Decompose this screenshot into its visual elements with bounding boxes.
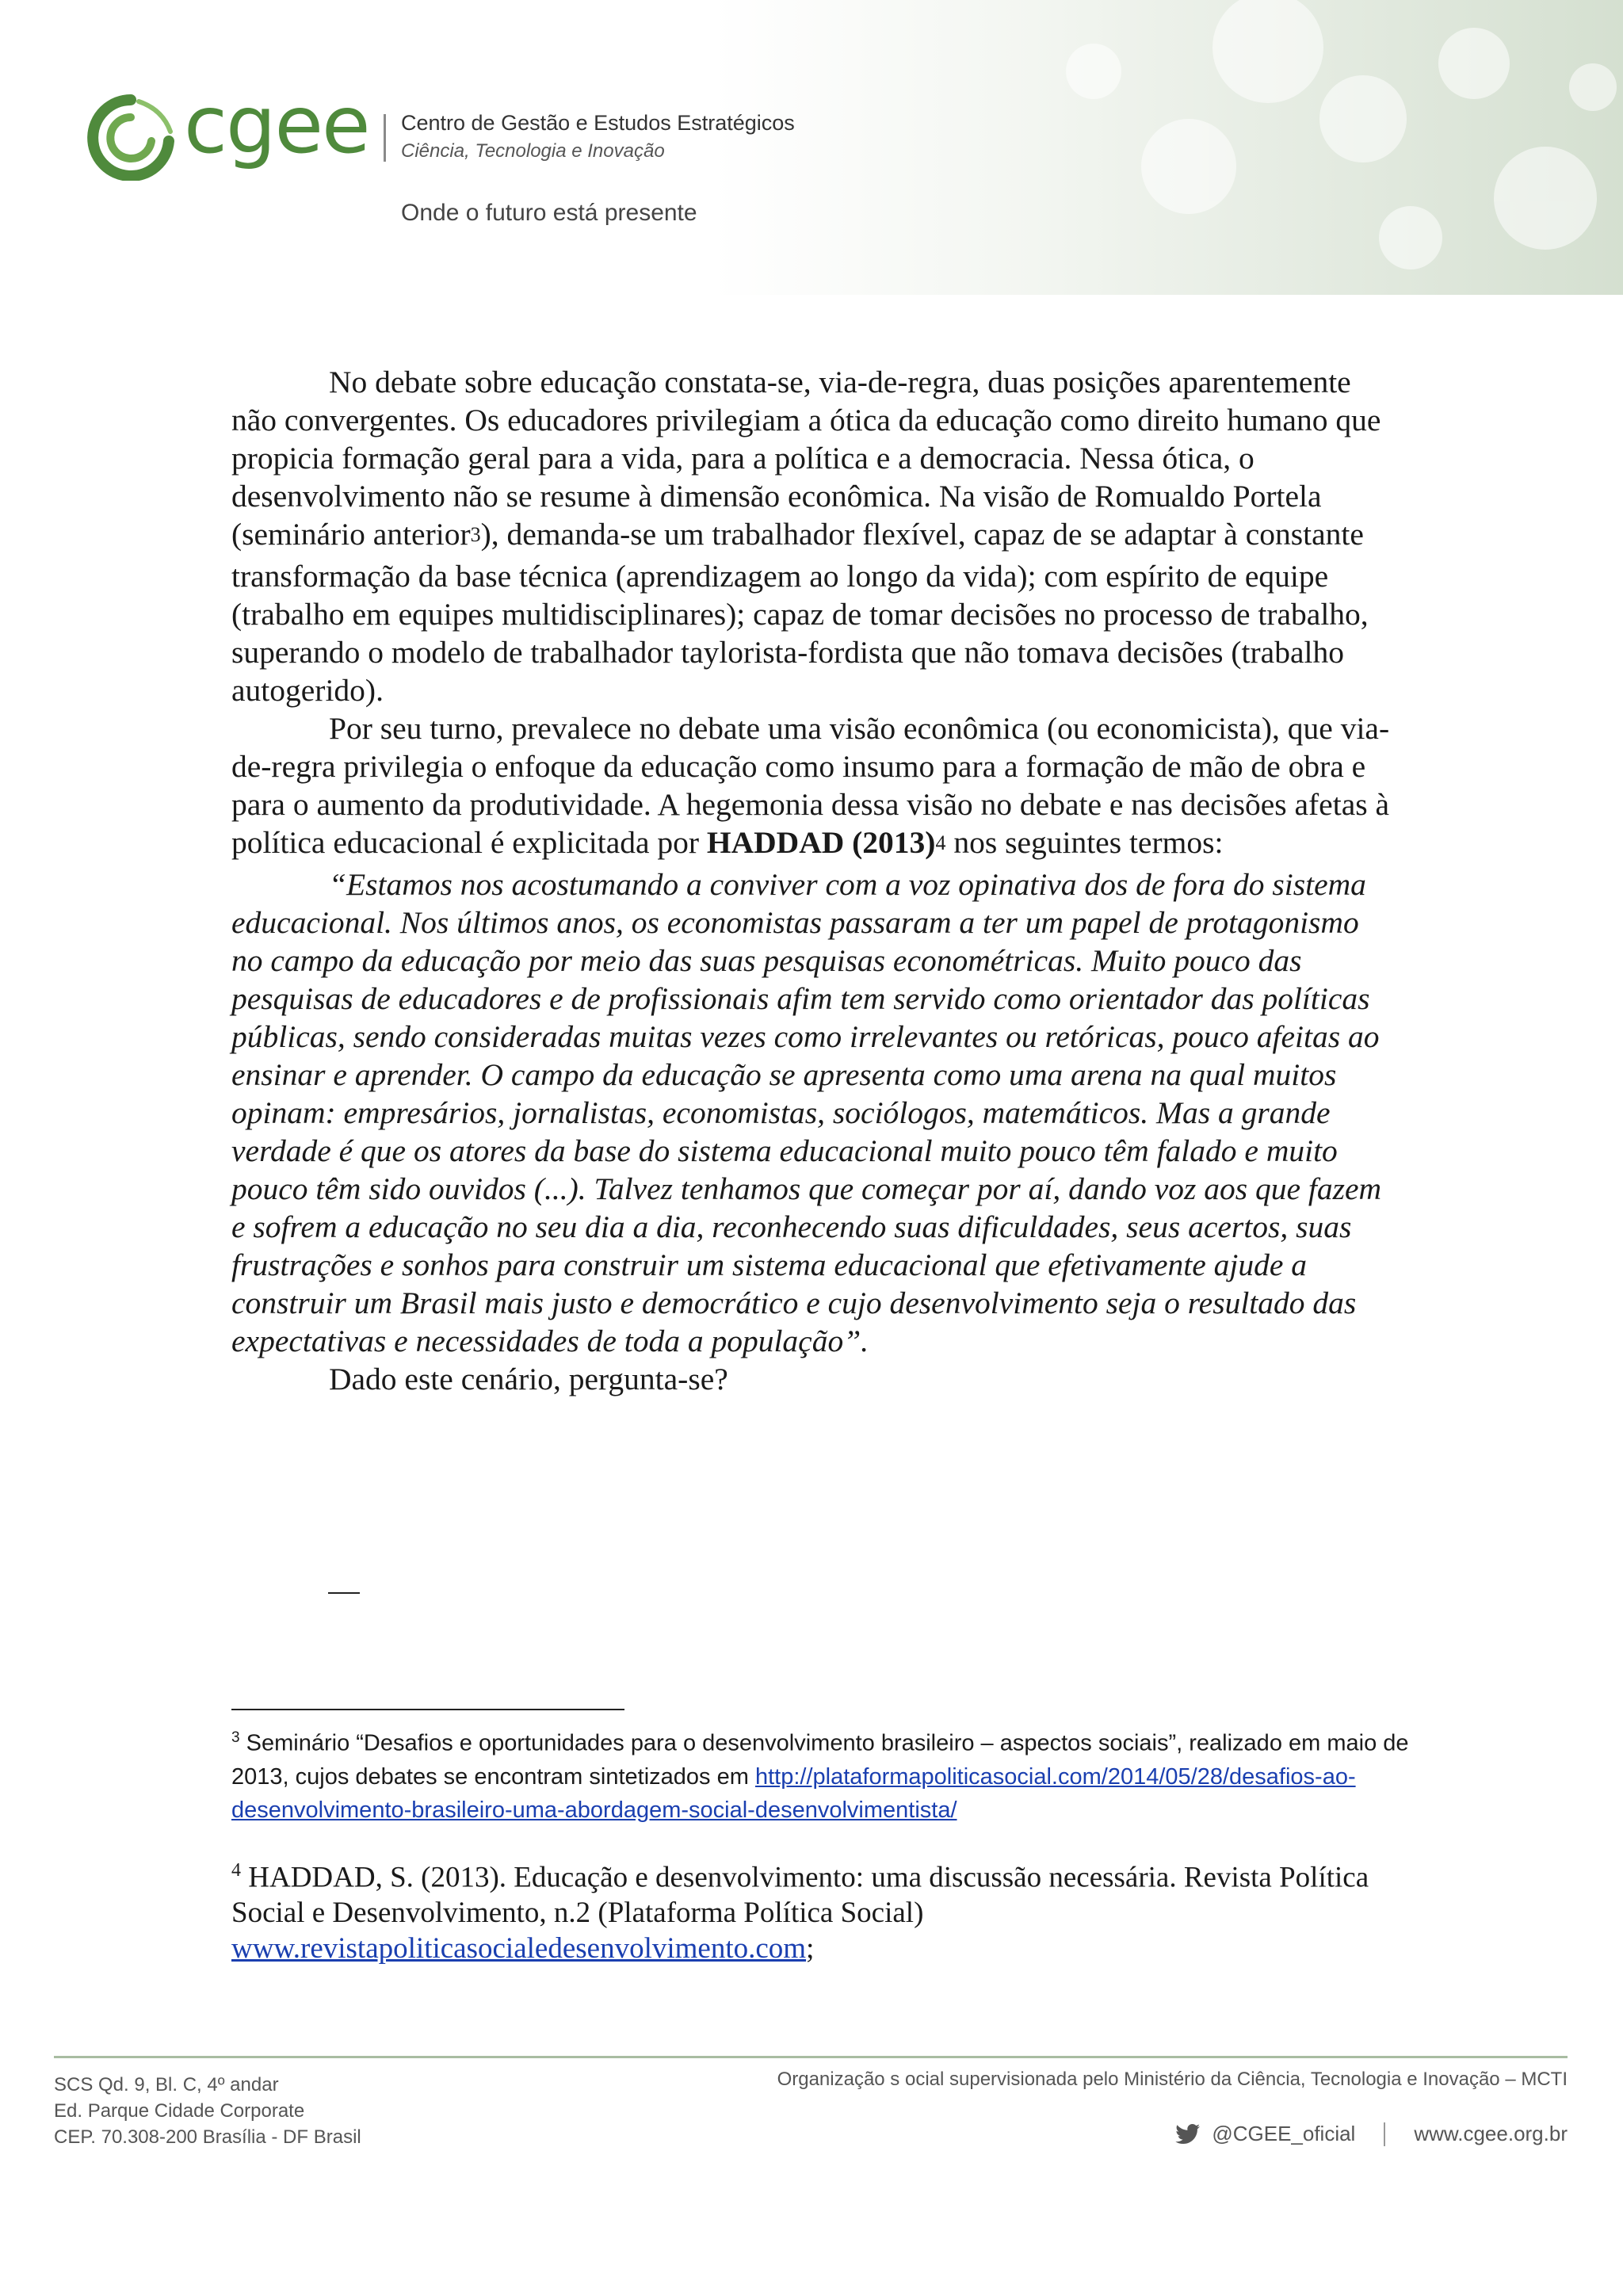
footnote-ref-3[interactable]: 3 [470,523,481,546]
paragraph-1-text-b: ), demanda-se um trabalhador flexível, capaz de se adaptar à constante transformação da base técnica (aprendizagem ao longo da vida); com espírito de equipe (trabalho em equipes multidisciplinares); capaz de tomar decisões no processo de trabalho, superando o modelo de trabalhador taylorista-fordista que não tomava decisões (trabalho autogerido). [231,517,1369,708]
footer-address [54,2072,361,2150]
paragraph-1 [231,363,1396,709]
cgee-logo-icon [83,94,178,181]
footnote-3 [231,1721,1420,1827]
footnote-4-tail: ; [806,1932,815,1966]
tagline: Onde o futuro está presente [401,200,697,226]
logo-wordmark: cgee [184,78,369,171]
document-body [231,363,1396,1398]
footnote-4-link[interactable]: www.revistapoliticasocialedesenvolvimento.com [231,1932,807,1966]
address-line-2: Ed. Parque Cidade Corporate [54,2100,305,2122]
footer-org-statement: Organização s ocial supervisionada pelo Ministério da Ciência, Tecnologia e Inovação – MCTI [777,2069,1568,2090]
website-link[interactable]: www.cgee.org.br [1414,2122,1568,2145]
org-subtitle: Ciência, Tecnologia e Inovação [401,140,665,162]
footnote-4-number: 4 [231,1860,241,1881]
footer-rule [54,2056,1568,2058]
paragraph-1-text-a: No debate sobre educação constata-se, via-de-regra, duas posições aparentemente não convergentes. Os educadores privilegiam a ótica da educação como direito humano que propicia formação geral para a vida, para a política e a democracia. Nessa ótica, o desenvolvimento não se resume à dimensão econômica. Na visão de Romualdo Portela (seminário anterior [231,365,1381,552]
footnote-3-link[interactable]: http://plataformapoliticasocial.com/2014/05/28/desafios-ao-desenvolvimento-brasileiro-uma-abordagem-social-desenvolvimentista/ [231,1763,1356,1823]
footer-social [1175,2122,1568,2146]
footnote-3-number: 3 [231,1729,240,1746]
paragraph-3: Dado este cenário, pergunta-se? [329,1362,728,1396]
twitter-handle[interactable]: @CGEE_oficial [1212,2122,1356,2145]
footnote-4-text: HADDAD, S. (2013). Educação e desenvolvimento: uma discussão necessária. Revista Política Social e Desenvolvimento, n.2 (Plataforma Política Social) [231,1861,1369,1930]
footnote-3-text: Seminário “Desafios e oportunidades para o desenvolvimento brasileiro – aspectos sociais”, realizado em maio de 2013, cujos debates se encontram sintetizados em [231,1730,1409,1790]
footer-divider [1384,2122,1385,2146]
logo-separator [384,114,386,162]
short-dash [328,1592,360,1594]
org-name: Centro de Gestão e Estudos Estratégicos [401,111,795,135]
twitter-icon[interactable] [1175,2124,1201,2145]
paragraph-2-text-a: Por seu turno, prevalece no debate uma visão econômica (ou economicista), que via-de-regra privilegia o enfoque da educação como insumo para a formação de mão de obra e para o aumento da produtividade. A hegemonia dessa visão no debate e nas decisões afetas à política educacional é explicitada por [231,711,1390,860]
address-line-1: SCS Qd. 9, Bl. C, 4º andar [54,2074,279,2095]
footnote-4 [231,1853,1420,1966]
paragraph-2 [231,709,1396,865]
header-texture [713,0,1623,295]
footnote-ref-4[interactable]: 4 [935,831,946,854]
footnote-separator [231,1709,624,1710]
citation-haddad: HADDAD (2013) [706,825,936,860]
block-quote: “Estamos nos acostumando a conviver com a voz opinativa dos de fora do sistema educacional. Nos últimos anos, os economistas passaram a ter um papel de protagonismo no campo da educação por meio das suas pesquisas econométricas. Muito pouco das pesquisas de educadores e de profissionais afim tem servido como orientador das políticas públicas, sendo consideradas muitas vezes como irrelevantes ou retóricas, pouco afeitas ao ensinar e aprender. O campo da educação se apresenta como uma arena na qual muitos opinam: empresários, jornalistas, economistas, sociólogos, matemáticos. Mas a grande verdade é que os atores da base do sistema educacional muito pouco têm falado e muito pouco têm sido ouvidos (...). Talvez tenhamos que começar por aí, dando voz aos que fazem e sofrem a educação no seu dia a dia, reconhecendo suas dificuldades, seus acertos, suas frustrações e sonhos para construir um sistema educacional que efetivamente ajude a construir um Brasil mais justo e democrático e cujo desenvolvimento seja o resultado das expectativas e necessidades de toda a população”. [231,867,1382,1358]
address-line-3: CEP. 70.308-200 Brasília - DF Brasil [54,2126,361,2148]
paragraph-2-text-b: nos seguintes termos: [945,825,1224,860]
